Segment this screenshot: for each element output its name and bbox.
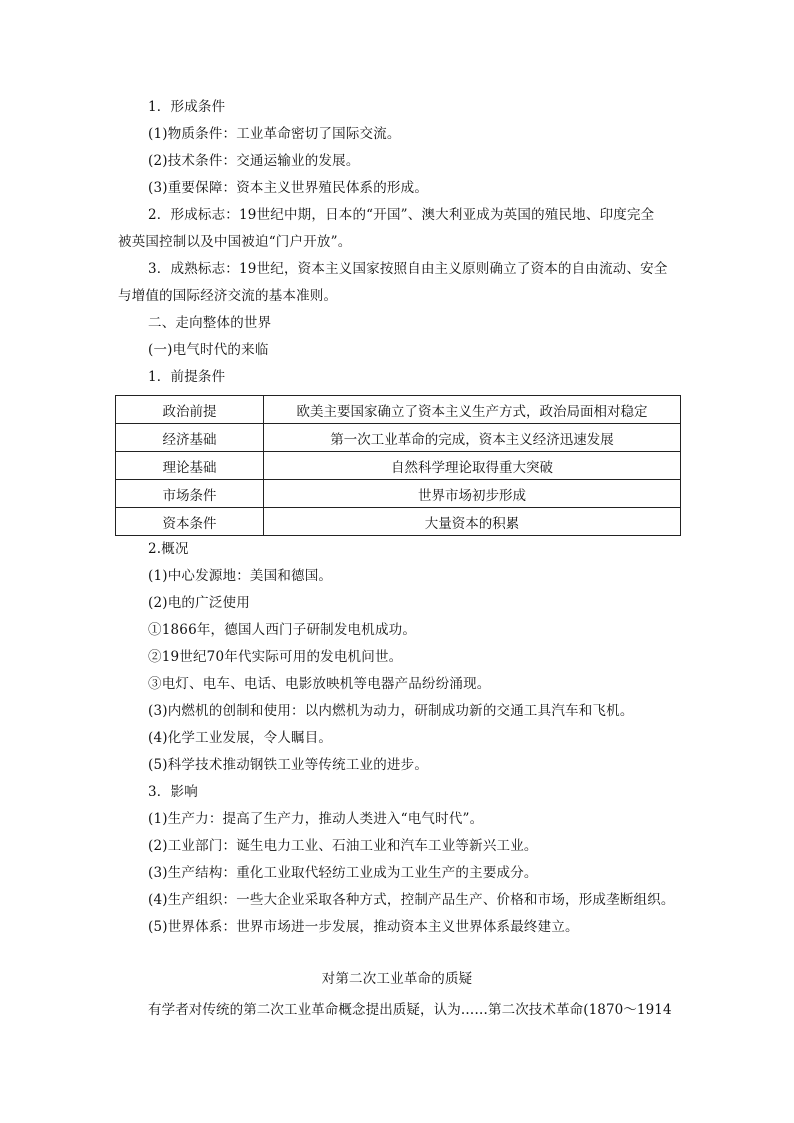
paragraph-line: 3．成熟标志：19世纪，资本主义国家按照自由主义原则确立了资本的自由流动、安全: [148, 261, 668, 277]
list-item: (1)物质条件：工业革命密切了国际交流。: [148, 126, 401, 142]
subsection-title: (一)电气时代的来临: [148, 342, 269, 358]
list-item: (3)内燃机的创制和使用：以内燃机为动力，研制成功新的交通工具汽车和飞机。: [148, 703, 634, 719]
list-item: (1)中心发源地：美国和德国。: [148, 568, 333, 584]
list-item: (2)技术条件：交通运输业的发展。: [148, 153, 360, 169]
table-cell: 欧美主要国家确立了资本主义生产方式，政治局面相对稳定: [264, 396, 681, 424]
paragraph-line: 有学者对传统的第二次工业革命概念提出质疑，认为……第二次技术革命(1870～1914: [148, 1002, 672, 1018]
table-row: [116, 480, 681, 508]
list-item: ③电灯、电车、电话、电影放映机等电器产品纷纷涌现。: [148, 676, 491, 692]
table-cell: 自然科学理论取得重大突破: [264, 452, 681, 480]
table-row: [116, 508, 681, 536]
list-item: (5)世界体系：世界市场进一步发展，推动资本主义世界体系最终建立。: [148, 919, 579, 935]
table-cell: 世界市场初步形成: [264, 480, 681, 508]
prerequisites-table: [115, 395, 681, 536]
list-item: (2)电的广泛使用: [148, 595, 250, 611]
reading-title: 对第二次工业革命的质疑: [321, 971, 473, 987]
list-item: ①1866年，德国人西门子研制发电机成功。: [148, 622, 417, 638]
heading-prerequisites: 1．前提条件: [148, 369, 226, 385]
list-item: (4)生产组织：一些大企业采取各种方式，控制产品生产、价格和市场，形成垄断组织。: [148, 892, 675, 908]
table-cell: 第一次工业革命的完成，资本主义经济迅速发展: [264, 424, 681, 452]
table-row: [116, 452, 681, 480]
table-cell: 理论基础: [116, 452, 264, 480]
list-item: (3)重要保障：资本主义世界殖民体系的形成。: [148, 180, 429, 196]
list-item: (3)生产结构：重化工业取代轻纺工业成为工业生产的主要成分。: [148, 865, 538, 881]
table-row: [116, 424, 681, 452]
paragraph-line: 2．形成标志：19世纪中期，日本的“开国”、澳大利亚成为英国的殖民地、印度完全: [148, 207, 655, 223]
list-item: (2)工业部门：诞生电力工业、石油工业和汽车工业等新兴工业。: [148, 838, 538, 854]
table-cell: 大量资本的积累: [264, 508, 681, 536]
list-item: (4)化学工业发展，令人瞩目。: [148, 730, 333, 746]
list-item: ②19世纪70年代实际可用的发电机问世。: [148, 649, 403, 665]
table-cell: 政治前提: [116, 396, 264, 424]
section-title: 二、走向整体的世界: [148, 315, 272, 331]
paragraph-line: 被英国控制以及中国被迫“门户开放”。: [118, 234, 352, 250]
heading-formation-conditions: 1．形成条件: [148, 99, 226, 115]
table-cell: 经济基础: [116, 424, 264, 452]
table-row: [116, 396, 681, 424]
heading-impact: 3．影响: [148, 784, 198, 800]
list-item: (5)科学技术推动钢铁工业等传统工业的进步。: [148, 757, 429, 773]
list-item: (1)生产力：提高了生产力，推动人类进入“电气时代”。: [148, 811, 484, 827]
table-cell: 市场条件: [116, 480, 264, 508]
paragraph-line: 与增值的国际经济交流的基本准则。: [118, 288, 338, 304]
table-cell: 资本条件: [116, 508, 264, 536]
heading-overview: 2.概况: [148, 541, 189, 557]
